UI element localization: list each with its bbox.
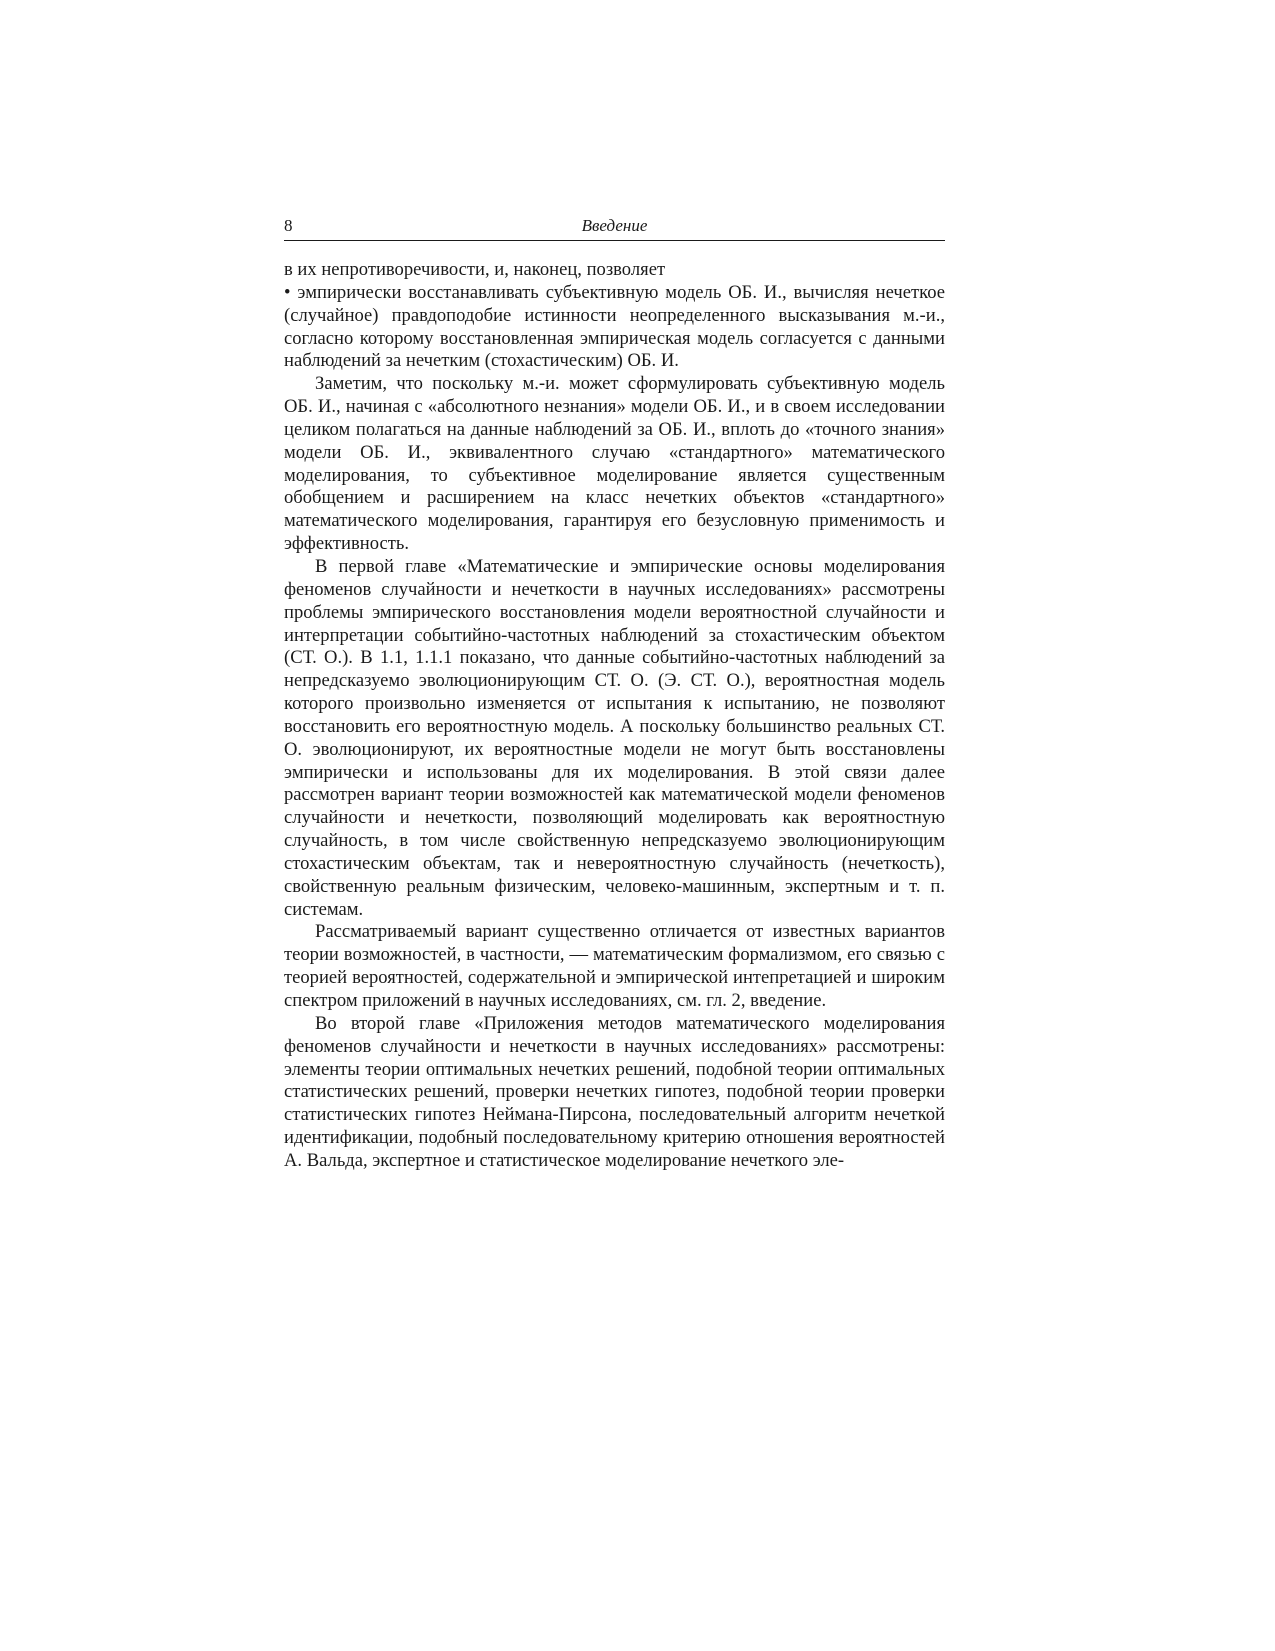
body-text bbox=[284, 259, 945, 1173]
paragraph: Заметим, что поскольку м.-и. может сформулировать субъективную модель ОБ. И., начиная с «абсолютного незнания» модели ОБ. И., и в своем исследовании целиком полагаться на данные наблюдений за ОБ. И., вплоть до «точного знания» модели ОБ. И., эквивалентного случаю «стандартного» математического моделирования, то субъективное моделирование является существенным обобщением и расширением на класс нечетких объектов «стандартного» математического моделирования, гарантируя его безусловную применимость и эффективность. bbox=[284, 373, 945, 555]
bullet-item: • эмпирически восстанавливать субъективную модель ОБ. И., вычисляя нечеткое (случайное) правдоподобие истинности неопределенного высказывания м.-и., согласно которому восстановленная эмпирическая модель согласуется с данными наблюдений за нечетким (стохастическим) ОБ. И. bbox=[284, 281, 945, 372]
book-page bbox=[284, 214, 945, 1173]
paragraph: В первой главе «Математические и эмпирические основы моделирования феноменов случайности и нечеткости в научных исследованиях» рассмотрены проблемы эмпирического восстановления модели вероятностной случайности и интерпретации событийно-частотных наблюдений за стохастическим объектом (СТ. О.). В 1.1, 1.1.1 показано, что данные событийно-частотных наблюдений за непредсказуемо эволюционирующим СТ. О. (Э. СТ. О.), вероятностная модель которого произвольно изменяется от испытания к испытанию, не позволяют восстановить его вероятностную модель. А поскольку большинство реальных СТ. О. эволюционируют, их вероятностные модели не могут быть восстановлены эмпирически и использованы для их моделирования. В этой связи далее рассмотрен вариант теории возможностей как математической модели феноменов случайности и нечеткости, позволяющий моделировать как вероятностную случайность, в том числе свойственную непредсказуемо эволюционирующим стохастическим объектам, так и невероятностную случайность (нечеткость), свойственную реальным физическим, человеко-машинным, экспертным и т. п. системам. bbox=[284, 555, 945, 920]
paragraph: Во второй главе «Приложения методов математического моделирования феноменов случайности и нечеткости в научных исследованиях» рассмотрены: элементы теории оптимальных нечетких решений, подобной теории оптимальных статистических решений, проверки нечетких гипотез, подобной теории проверки статистических гипотез Неймана-Пирсона, последовательный алгоритм нечеткой идентификации, подобный последовательному критерию отношения вероятностей А. Вальда, экспертное и статистическое моделирование нечеткого эле- bbox=[284, 1012, 945, 1171]
page-number: 8 bbox=[284, 216, 293, 235]
paragraph-continuation: в их непротиворечивости, и, наконец, позволяет bbox=[284, 259, 666, 280]
running-head bbox=[284, 214, 945, 241]
running-title: Введение bbox=[581, 216, 648, 235]
paragraph: Рассматриваемый вариант существенно отличается от известных вариантов теории возможностей, в частности, — математическим формализмом, его связью с теорией вероятностей, содержательной и эмпирической интепретацией и широким спектром приложений в научных исследованиях, см. гл. 2, введение. bbox=[284, 921, 945, 1011]
